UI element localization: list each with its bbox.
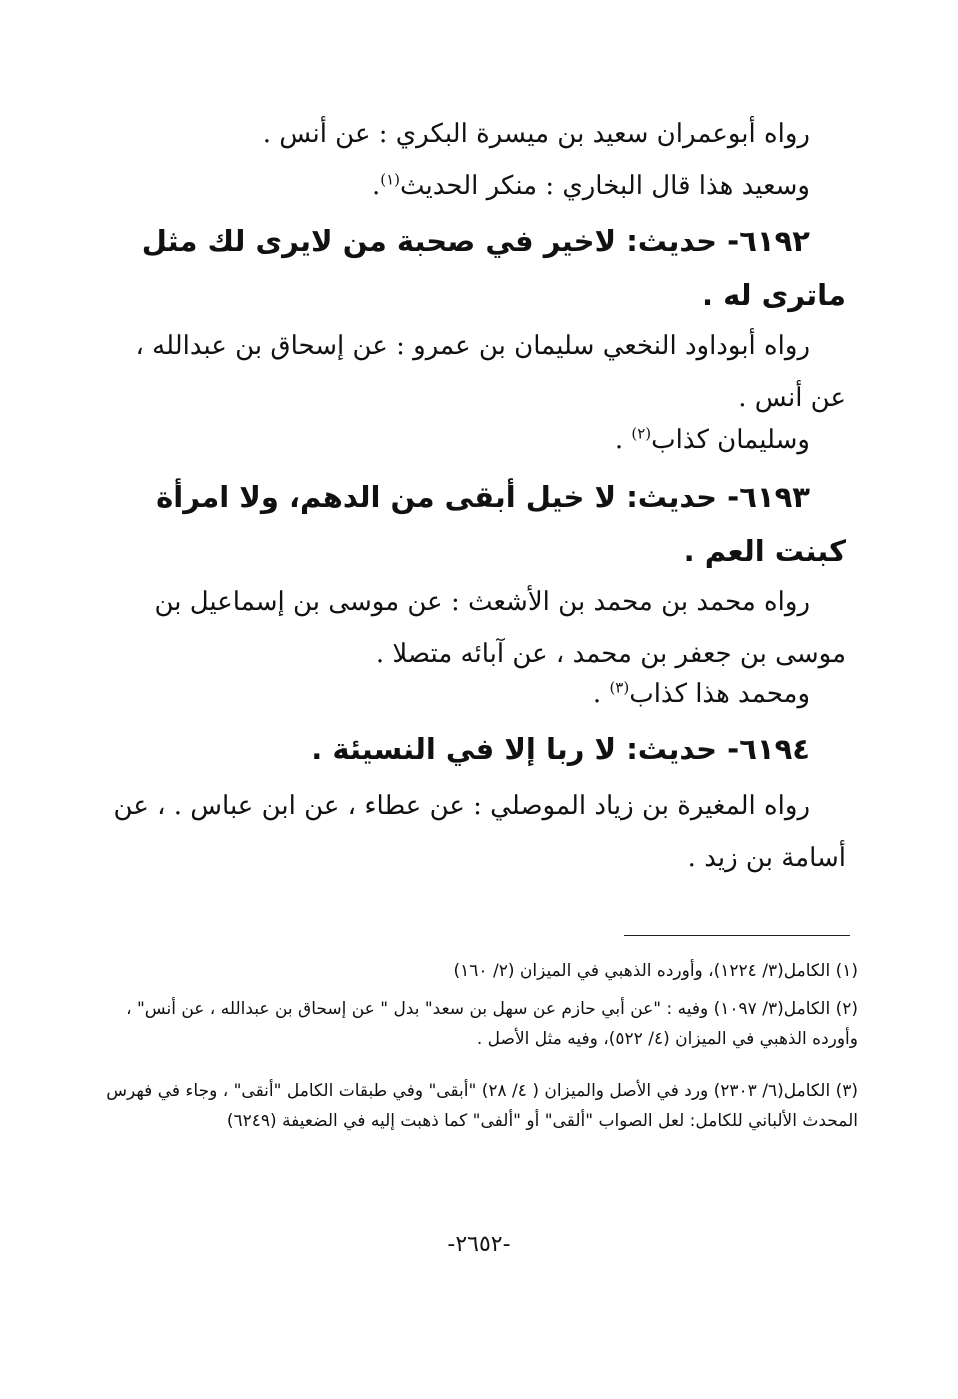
footnote-ref-2: (٢) — [631, 424, 652, 443]
narration-text: وسليمان كذاب — [651, 425, 810, 455]
paragraph-narration-1 — [106, 108, 846, 212]
narration-line: رواه محمد بن محمد بن الأشعث : عن موسى بن إسماعيل بن موسى بن جعفر بن محمد ، عن آبائه متصلا . — [154, 587, 846, 669]
paragraph-narration-2b — [106, 414, 846, 466]
footnote-ref-1: (١) — [380, 170, 401, 189]
paragraph-narration-3 — [106, 576, 846, 680]
footnote-3: (٣) الكامل(٦/ ٢٣٠٣) ورد في الأصل والميزان ( ٤/ ٢٨) "أبقى" وفي طبقات الكامل "أنقى" ، وجاء في فهرس المحدث الألباني للكامل: لعل الصواب "ألقى" أو "ألفى" كما ذهبت إليه في الضعيفة (٦٢٤٩) — [106, 1081, 858, 1131]
narration-line: رواه أبوعمران سعيد بن ميسرة البكري : عن أنس . — [262, 119, 810, 149]
narration-line: رواه المغيرة بن زياد الموصلي : عن عطاء ، عن ابن عباس . ، عن أسامة بن زيد . — [113, 791, 846, 873]
narration-end: . — [592, 679, 610, 709]
narration-end: . — [614, 425, 632, 455]
page-number: -٢٦٥٢- — [447, 1232, 511, 1257]
paragraph-narration-4 — [106, 780, 846, 884]
narration-end: . — [371, 171, 381, 201]
narration-line-with-ref — [106, 160, 846, 212]
footnote-separator — [624, 935, 850, 936]
paragraph-narration-3b — [106, 668, 846, 720]
hadith-6194-heading: ٦١٩٤- حديث: لا ربا إلا في النسيئة . — [311, 732, 810, 766]
hadith-6192-heading: ٦١٩٢- حديث: لاخير في صحبة من لايرى لك مثل ماترى له . — [141, 224, 846, 312]
paragraph-narration-2 — [106, 320, 846, 424]
narration-text: وسعيد هذا قال البخاري : منكر الحديث — [400, 171, 810, 201]
narration-line: رواه أبوداود النخعي سليمان بن عمرو : عن إسحاق بن عبدالله ، عن أنس . — [135, 331, 846, 413]
footnote-1: (١) الكامل(٣/ ١٢٢٤)، وأورده الذهبي في الميزان (٢/ ١٦٠) — [453, 961, 858, 981]
footnote-2: (٢) الكامل(٣/ ١٠٩٧) وفيه : "عن أبي حازم عن سهل بن سعد" بدل " عن إسحاق بن عبدالله ، عن أنس" ، وأورده الذهبي في الميزان (٤/ ٥٢٢)، وفيه مثل الأصل . — [126, 999, 858, 1049]
footnote-ref-3: (٣) — [609, 678, 630, 697]
hadith-6193-heading: ٦١٩٣- حديث: لا خيل أبقى من الدهم، ولا امرأة كبنت العم . — [156, 480, 846, 568]
narration-text: ومحمد هذا كذاب — [629, 679, 810, 709]
